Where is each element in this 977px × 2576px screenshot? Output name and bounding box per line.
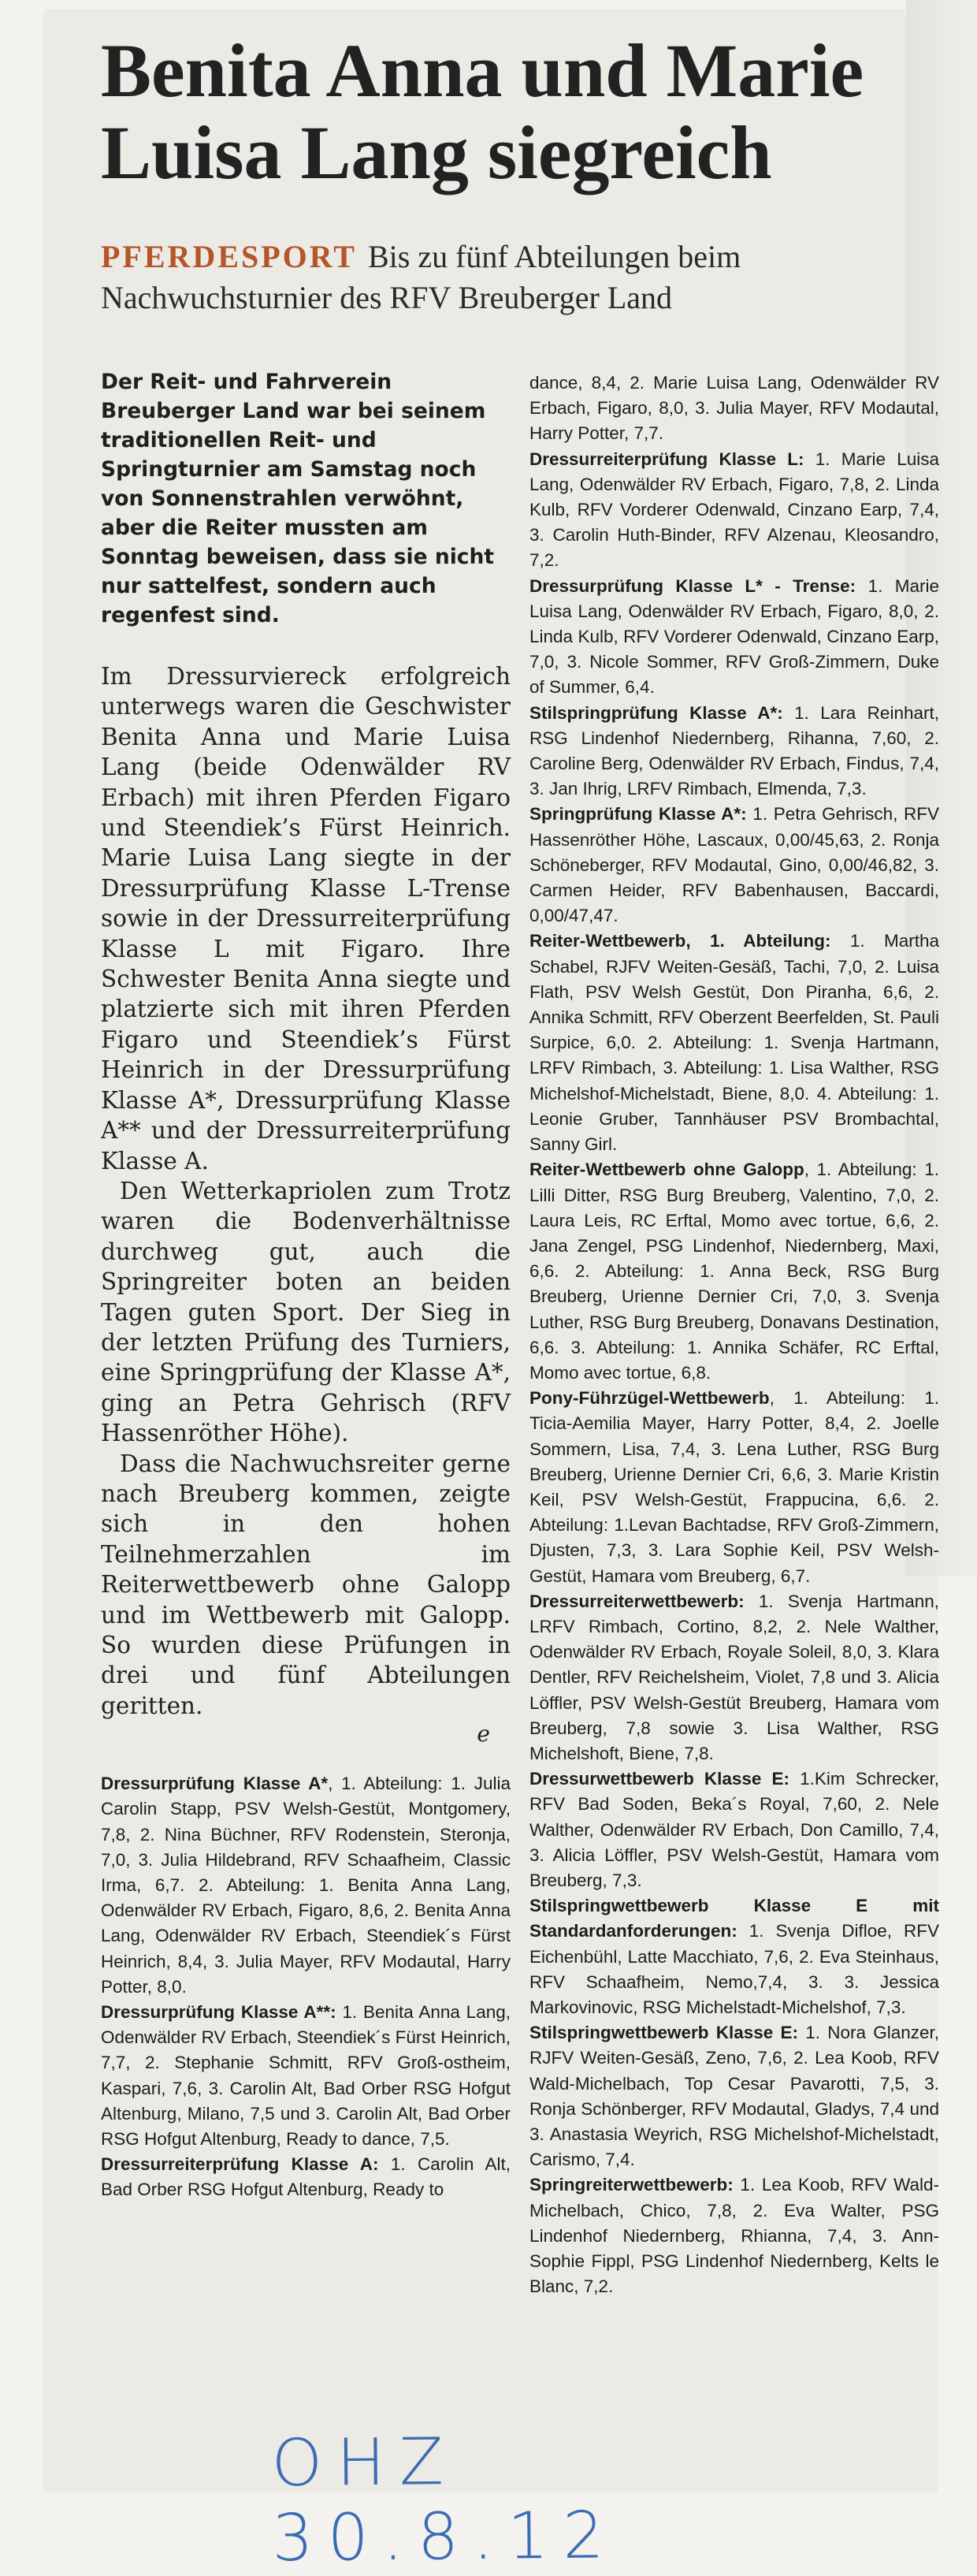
result-entry: Reiter-Wettbewerb, 1. Abteilung: 1. Martha Schabel, RJFV Weiten-Gesäß, Tachi, 7,0, 2. Luisa Flath, PSV Welsh Gestüt, Don Piranha, 6,6, 2. Annika Schmitt, RFV Oberzent Beerfelden, St. Pauli Surpice, 6,0. 2. Abteilung: 1. Svenja Hartmann, LRFV Rimbach, 3. Abteilung: 1. Lisa Walther, RSG Michelshof-Michelstadt, Biene, 8,0. 4. Abteilung: 1. Leonie Gruber, Tannhäuser PSV Brombachtal, Sanny Girl. — [529, 931, 940, 1155]
article-kicker — [101, 236, 905, 318]
result-entry: Stilspringprüfung Klasse A*: 1. Lara Reinhart, RSG Lindenhof Niedernberg, Rihanna, 7,60, 2. Caroline Berg, Odenwälder RV Erbach, Findus, 7,4, 3. Jan Ihrig, LRFV Rimbach, Elmenda, 7,3. — [529, 702, 939, 799]
result-entry: Stilspringwettbewerb Klasse E: 1. Nora Glanzer, RJFV Weiten-Gesäß, Zeno, 7,6, 2. Lea Koob, RFV Wald-Michelbach, Top Cesar Pavarotti, 7,5, 3. Ronja Schönberger, RFV Modautal, Gladys, 7,4 und 3. Anastasia Weyrich, RSG Michelshof-Michelstadt, Carismo, 7,4. — [529, 2023, 939, 2170]
body-paragraph: Dass die Nachwuchsreiter gerne nach Breuberg kommen, zeigte sich in den hohen Teilnehmerzahlen im Reiterwettbewerb ohne Galopp und im Wettbewerb mit Galopp. So wurden diese Prüfungen in drei und fünf Abteilungen geritten. — [101, 1450, 511, 1719]
result-entry: dance, 8,4, 2. Marie Luisa Lang, Odenwälder RV Erbach, Figaro, 8,0, 3. Julia Mayer, RFV Modautal, Harry Potter, 7,7. — [529, 373, 939, 444]
author-signoff: e — [477, 1721, 490, 1748]
results-list-right — [529, 370, 939, 2299]
body-paragraph: Den Wetterkapriolen zum Trotz waren die Bodenverhältnisse durchweg gut, auch die Springreiter boten an beiden Tagen guten Sport. Der Sieg in der letzten Prüfung des Turniers, eine Springprüfung der Klasse A*, ging an Petra Gehrisch (RFV Hassenröther Höhe). — [101, 1177, 511, 1447]
result-entry: Dressurreiterprüfung Klasse A: 1. Carolin Alt, Bad Orber RSG Hofgut Altenburg, Ready to — [101, 2154, 511, 2200]
result-entry: Dressurprüfung Klasse L* - Trense: 1. Marie Luisa Lang, Odenwälder RV Erbach, Figaro, 8,0, 2. Linda Kulb, RFV Vorderer Odenwald, Cinzano Earp, 7,0, 3. Nicole Sommer, RFV Groß-Zimmern, Duke of Summer, 6,4. — [529, 575, 940, 698]
article-subhead: Bis zu fünf Abteilungen beim Nachwuchsturnier des RFV Breuberger Land — [101, 239, 741, 315]
result-entry: Dressurwettbewerb Klasse E: 1.Kim Schrecker, RFV Bad Soden, Beka´s Royal, 7,60, 2. Nele Walther, Odenwälder RV Erbach, Don Camillo, 7,4, 3. Alicia Löffler, PSV Welsh-Gestüt, Hamara vom Breuberg, 7,3. — [529, 1769, 939, 1890]
result-entry: Dressurreiterwettbewerb: 1. Svenja Hartmann, LRFV Rimbach, Cortino, 8,2, 2. Nele Walther, Odenwälder RV Erbach, Royale Soleil, 8,0, 3. Klara Dentler, RFV Reichelsheim, Violet, 7,8 und 3. Alicia Löffler, PSV Welsh-Gestüt Breuberg, Hamara vom Breuberg, 7,8 sowie 3. Lisa Walther, RSG Michelshoft, Biene, 7,8. — [529, 1591, 939, 1763]
article-body — [101, 661, 511, 1721]
result-entry: Springprüfung Klasse A*: 1. Petra Gehrisch, RFV Hassenröther Höhe, Lascaux, 0,00/45,63, 2. Ronja Schöneberger, RFV Modautal, Gino, 0,00/46,82, 3. Carmen Heider, RFV Babenhausen, Baccardi, 0,00/47,47. — [529, 804, 939, 926]
result-entry: Stilspringwettbewerb Klasse E mit Standardanforderungen: 1. Svenja Difloe, RFV Eichenbühl, Latte Macchiato, 7,6, 2. Eva Steinhaus, RFV Schaafheim, Nemo,7,4, 3. 3. Jessica Markovinovic, RSG Michelstadt-Michelshof, 7,3. — [529, 1896, 939, 2017]
result-entry: Springreiterwettbewerb: 1. Lea Koob, RFV Wald-Michelbach, Chico, 7,8, 2. Eva Walter, PSG Lindenhof Niedernberg, Rhianna, 7,4, 3. Ann-Sophie Fippl, PSG Lindenhof Niedernberg, Kelts le Blanc, 7,2. — [529, 2175, 939, 2297]
result-entry: Dressurreiterprüfung Klasse L: 1. Marie Luisa Lang, Odenwälder RV Erbach, Figaro, 7,8, 2. Linda Kulb, RFV Vorderer Odenwald, Cinzano Earp, 7,4, 3. Carolin Huth-Binder, RFV Alzenau, Kleosandro, 7,2. — [529, 449, 939, 571]
result-entry: Dressurprüfung Klasse A*, 1. Abteilung: 1. Julia Carolin Stapp, PSV Welsh-Gestüt, Montgomery, 7,8, 2. Nina Büchner, RFV Rodenstein, Steronja, 7,0, 3. Julia Hildebrand, RFV Schaafheim, Classic Irma, 6,7. 2. Abteilung: 1. Benita Anna Lang, Odenwälder RV Erbach, Figaro, 8,6, 2. Benita Anna Lang, Odenwälder RV Erbach, Steendiek´s Fürst Heinrich, 8,4, 3. Julia Mayer, RFV Modautal, Harry Potter, 8,0. — [101, 1774, 511, 1997]
section-label: PFERDESPORT — [101, 239, 357, 274]
result-entry: Dressurprüfung Klasse A**: 1. Benita Anna Lang, Odenwälder RV Erbach, Steendiek´s Fürst Heinrich, 7,7, 2. Stephanie Schmitt, RFV Groß-ostheim, Kaspari, 7,6, 3. Carolin Alt, Bad Orber RSG Hofgut Altenburg, Milano, 7,5 und 3. Carolin Alt, Bad Orber RSG Hofgut Altenburg, Ready to dance, 7,5. — [101, 2002, 511, 2150]
handwritten-source-date: OHZ 30.8.12 — [271, 2424, 619, 2576]
result-entry: Pony-Führzügel-Wettbewerb, 1. Abteilung: 1. Ticia-Aemilia Mayer, Harry Potter, 8,4, 2. Joelle Sommern, Lisa, 7,4, 3. Lena Luther, RSG Burg Breuberg, Urienne Dernier Cri, 6,6, 3. Marie Kristin Keil, PSV Welsh-Gestüt, Frappucina, 6,6. 2. Abteilung: 1.Levan Bachtadse, RFV Groß-Zimmern, Djusten, 7,3, 3. Lara Sophie Keil, PSV Welsh-Gestüt, Hamara vom Breuberg, 6,7. — [529, 1388, 939, 1586]
result-entry: Reiter-Wettbewerb ohne Galopp, 1. Abteilung: 1. Lilli Ditter, RSG Burg Breuberg, Valentino, 7,0, 2. Laura Leis, RC Erftal, Momo avec tortue, 6,6, 2. Jana Zengel, PSG Lindenhof, Niedernberg, Maxi, 6,6. 2. Abteilung: 1. Anna Beck, RSG Burg Breuberg, Urienne Dernier Cri, 7,0, 3. Svenja Luther, RSG Burg Breuberg, Donavans Destination, 6,6. 3. Abteilung: 1. Annika Schäfer, RC Erftal, Momo avec tortue, 6,8. — [529, 1160, 939, 1383]
left-column — [101, 367, 511, 2203]
body-paragraph: Im Dressurviereck erfolgreich unterwegs waren die Geschwister Benita Anna und Marie Luisa Lang (beide Odenwälder RV Erbach) mit ihren Pferden Figaro und Steendiek’s Fürst Heinrich. Marie Luisa Lang siegte in der Dressurprüfung Klasse L-Trense sowie in der Dressurreiterprüfung Klasse L mit Figaro. Ihre Schwester Benita Anna siegte und platzierte sich mit ihren Pferden Figaro und Steendiek’s Fürst Heinrich in der Dressurprüfung Klasse A*, Dressurprüfung Klasse A** und der Dressurreiterprüfung Klasse A. — [101, 663, 511, 1174]
results-list-left — [101, 1771, 511, 2202]
article-lead: Der Reit- und Fahrverein Breuberger Land war bei seinem traditionellen Reit- und Springturnier am Samstag noch von Sonnenstrahlen verwöhnt, aber die Reiter mussten am Sonntag beweisen, dass sie nicht nur sattelfest, sondern auch regenfest sind. — [101, 370, 495, 627]
article-headline: Benita Anna und Marie Luisa Lang siegreich — [101, 28, 864, 195]
